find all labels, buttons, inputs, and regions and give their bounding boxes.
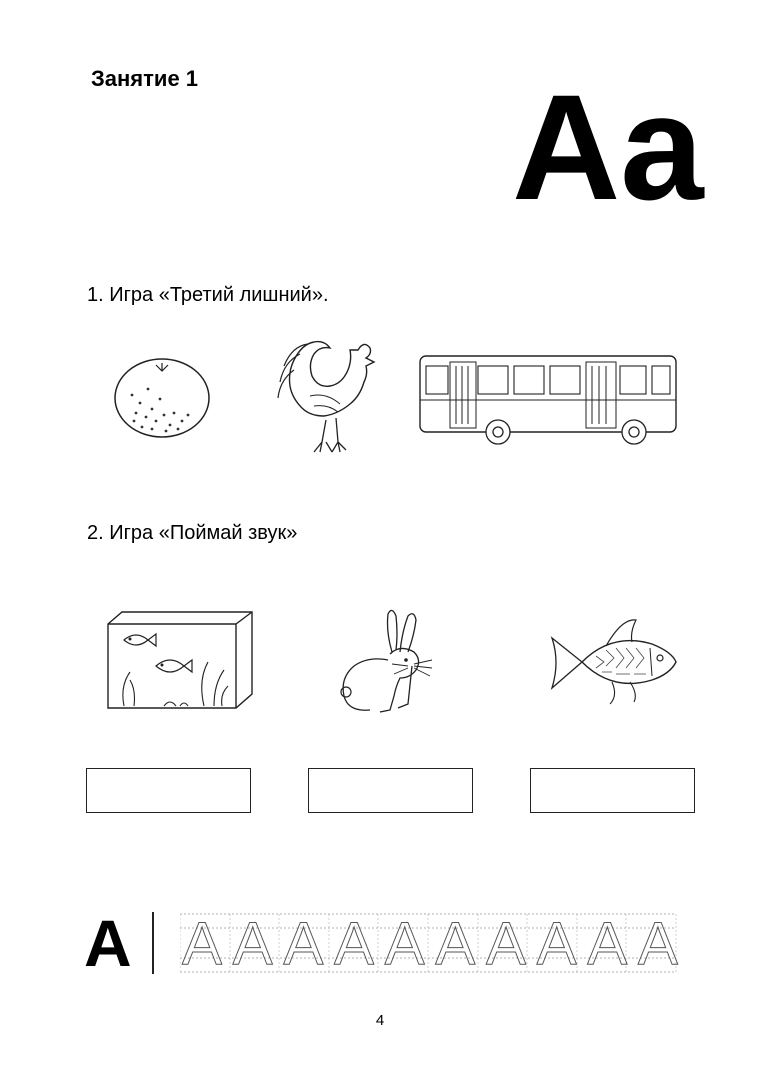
aquarium-icon [104,610,256,710]
sample-letter: А [84,906,132,980]
rooster-icon [270,336,380,461]
traced-letter: А [182,910,223,977]
traced-letter: А [333,910,374,977]
traced-letter: А [485,910,526,977]
traced-letter: А [435,910,476,977]
fish-icon [546,616,680,708]
task-1-title: 1. Игра «Третий лишний». [87,284,329,306]
rabbit-icon [330,606,434,714]
orange-icon [112,355,212,440]
traced-letter: А [384,910,425,977]
traced-letter: А [283,910,324,977]
traced-letter: А [587,910,628,977]
traced-letter: А [637,910,678,977]
copy-divider [152,912,154,974]
answer-box-1[interactable] [86,768,251,813]
task-2-title: 2. Игра «Поймай звук» [87,522,298,544]
traced-letter: А [232,910,273,977]
page-number: 4 [375,1012,385,1029]
tracing-row [182,910,678,977]
letter-heading: Аа [512,63,702,231]
traced-letter: А [536,910,577,977]
answer-box-3[interactable] [530,768,695,813]
bus-icon [416,352,682,446]
answer-box-2[interactable] [308,768,473,813]
lesson-title: Занятие 1 [91,66,199,91]
